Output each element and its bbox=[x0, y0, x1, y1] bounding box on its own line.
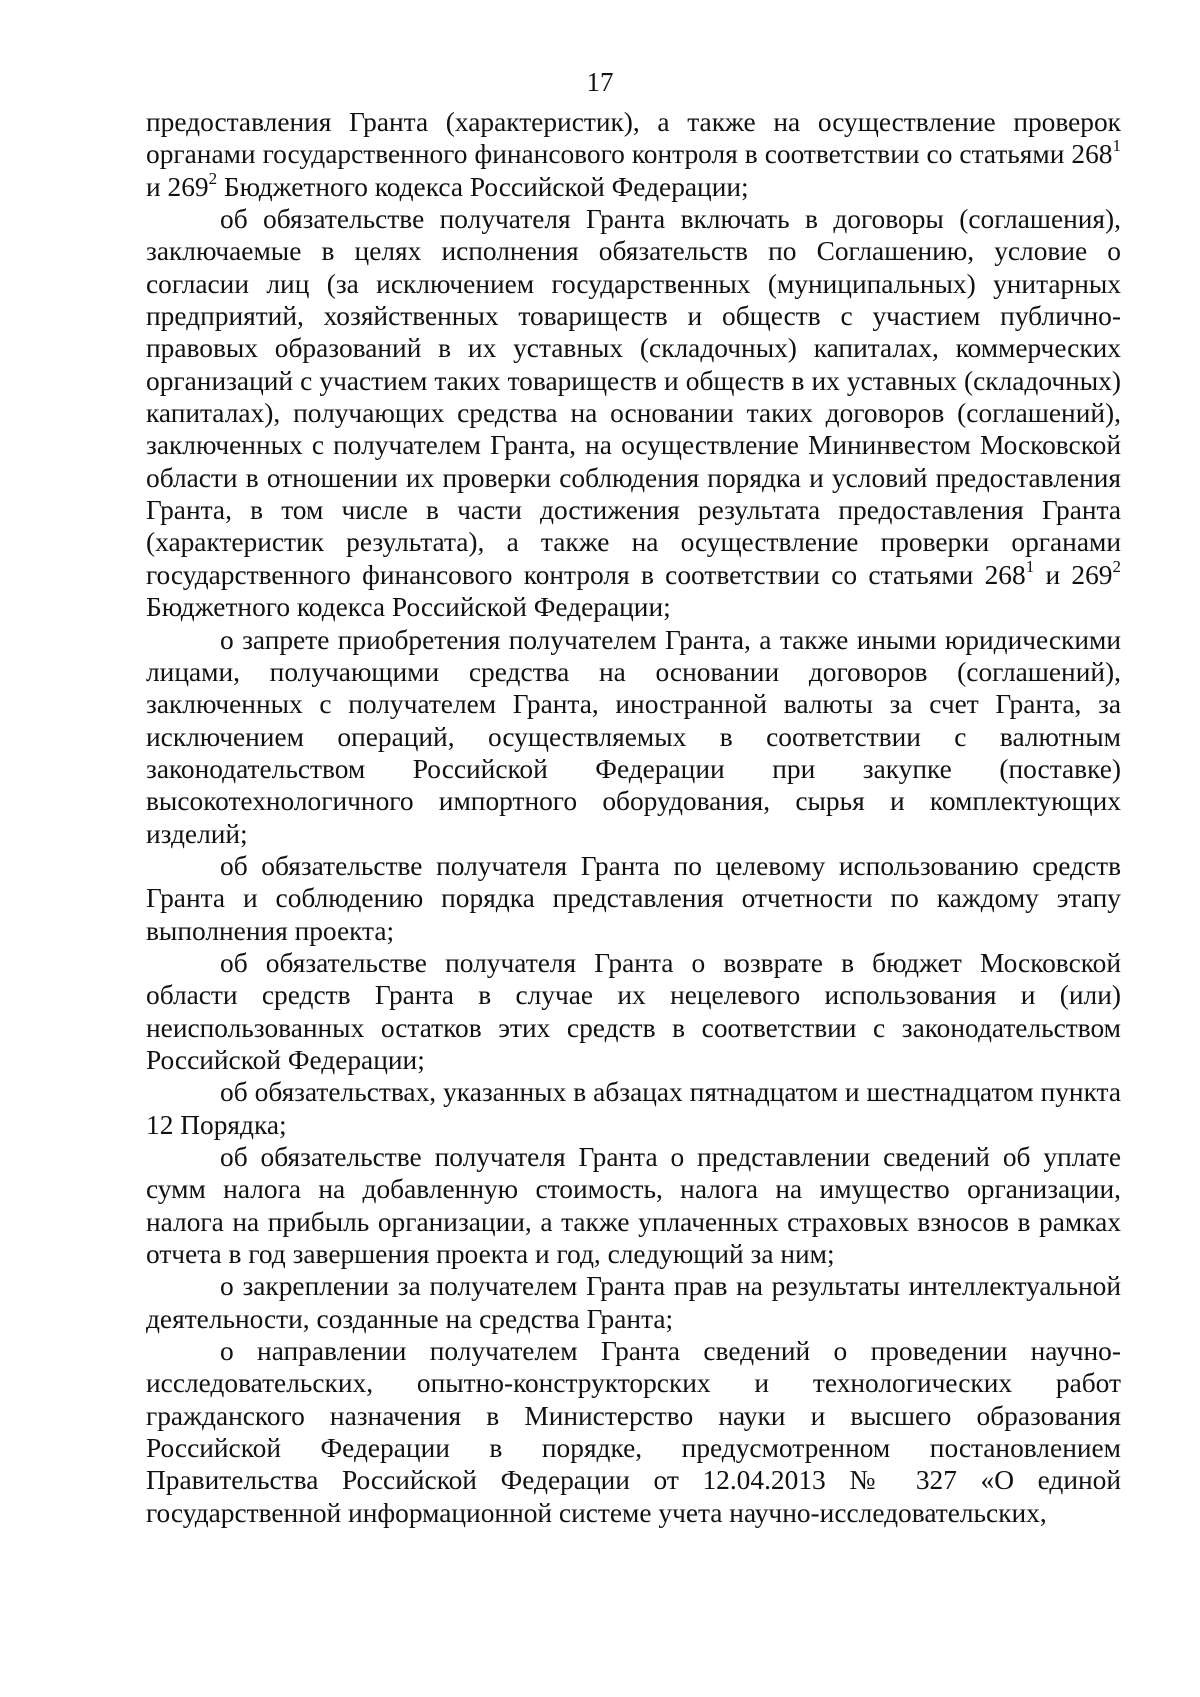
superscript: 1 bbox=[1112, 136, 1121, 156]
paragraph-obligations-reference: об обязательствах, указанных в абзацах пятнадцатом и шестнадцатом пункта 12 Порядка; bbox=[146, 1077, 1121, 1140]
paragraph-text: Бюджетного кодекса Российской Федерации; bbox=[217, 171, 749, 202]
paragraph-text: и 269 bbox=[146, 171, 209, 202]
superscript: 2 bbox=[208, 168, 218, 188]
page-number: 17 bbox=[586, 67, 614, 97]
paragraph-research-info: о направлении получателем Гранта сведений о проведении научно-исследовательских, опытно-конструкторских и технологических работ гражданского назначения в Министерство науки и высшего образования Российской Федерации в порядке, предусмотренном постановлением Правительства Российской Федерации от 12.04.2013 № 327 «О единой государственной информационной системе учета научно-исследовательских, bbox=[146, 1336, 1121, 1528]
paragraph-target-use: об обязательстве получателя Гранта по целевому использованию средств Гранта и соблюдению порядка представления отчетности по каждому этапу выполнения проекта; bbox=[146, 850, 1121, 946]
document-body bbox=[146, 106, 1121, 1529]
paragraph-continuation bbox=[146, 106, 1121, 203]
paragraph-text: и 269 bbox=[1034, 559, 1113, 590]
paragraph-text: предоставления Гранта (характеристик), а также на осуществление проверок органами государственного финансового контроля в соответствии со статьями 268 bbox=[146, 107, 1121, 170]
paragraph-subcontract-condition bbox=[146, 203, 1121, 623]
superscript: 2 bbox=[1112, 556, 1121, 576]
paragraph-text: Бюджетного кодекса Российской Федерации; bbox=[146, 592, 671, 623]
paragraph-tax-info: об обязательстве получателя Гранта о представлении сведений об уплате сумм налога на добавленную стоимость, налога на имущество организации, налога на прибыль организации, а также уплаченных страховых взносов в рамках отчета в год завершения проекта и год, следующий за ним; bbox=[146, 1142, 1121, 1270]
paragraph-ip-rights: о закреплении за получателем Гранта прав на результаты интеллектуальной деятельности, созданные на средства Гранта; bbox=[146, 1271, 1121, 1334]
paragraph-refund: об обязательстве получателя Гранта о возврате в бюджет Московской области средств Гранта в случае их нецелевого использования и (или) неиспользованных остатков этих средств в соответствии с законодательством Российской Федерации; bbox=[146, 947, 1121, 1075]
paragraph-text: об обязательстве получателя Гранта включать в договоры (соглашения), заключаемые в целях исполнения обязательств по Соглашению, условие о согласии лиц (за исключением государственных (муниципальных) унитарных предприятий, хозяйственных товариществ и обществ с участием публично-правовых образований в их уставных (складочных) капиталах, коммерческих организаций с участием таких товариществ и обществ в их уставных (складочных) капиталах), получающих средства на основании таких договоров (соглашений), заключенных с получателем Гранта, на осуществление Мининвестом Московской области в отношении их проверки соблюдения порядка и условий предоставления Гранта, в том числе в части достижения результата предоставления Гранта (характеристик результата), а также на осуществление проверки органами государственного финансового контроля в соответствии со статьями 268 bbox=[146, 204, 1121, 590]
paragraph-currency-ban: о запрете приобретения получателем Гранта, а также иными юридическими лицами, получающими средства на основании договоров (соглашений), заключенных с получателем Гранта, иностранной валюты за счет Гранта, за исключением операций, осуществляемых в соответствии с валютным законодательством Российской Федерации при закупке (поставке) высокотехнологичного импортного оборудования, сырья и комплектующих изделий; bbox=[146, 624, 1121, 849]
superscript: 1 bbox=[1025, 556, 1035, 576]
